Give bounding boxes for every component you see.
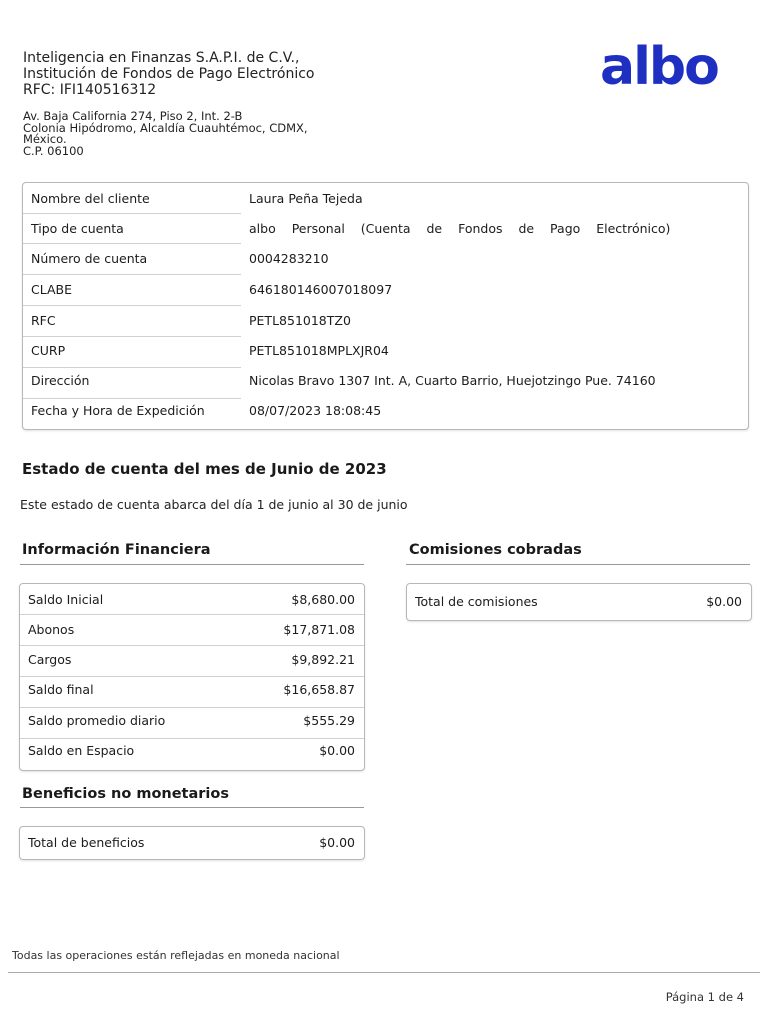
- row-amount: $0.00: [319, 835, 355, 850]
- table-row: [23, 274, 748, 304]
- table-row: [20, 705, 364, 735]
- row-amount: $9,892.21: [291, 652, 355, 667]
- row-label: RFC: [31, 313, 56, 328]
- company-name: Inteligencia en Finanzas S.A.P.I. de C.V.,: [23, 50, 300, 66]
- row-value: 0004283210: [249, 251, 329, 266]
- row-label: CURP: [31, 343, 66, 358]
- section-rule: [406, 564, 750, 565]
- row-label: Nombre del cliente: [31, 191, 150, 206]
- section-rule: [20, 807, 364, 808]
- row-label: Cargos: [28, 652, 72, 667]
- address-line: Av. Baja California 274, Piso 2, Int. 2-B: [23, 109, 243, 123]
- table-row: [20, 674, 364, 704]
- statement-title: Estado de cuenta del mes de Junio de 2023: [22, 460, 387, 478]
- section-rule: [20, 564, 364, 565]
- footer-divider: [8, 972, 760, 973]
- table-row: [23, 243, 748, 273]
- statement-period: Este estado de cuenta abarca del día 1 de junio al 30 de junio: [20, 497, 408, 512]
- table-row: [23, 365, 748, 395]
- row-amount: $0.00: [706, 594, 742, 609]
- address-line: C.P. 06100: [23, 143, 84, 158]
- row-amount: $0.00: [319, 743, 355, 758]
- row-label: Fecha y Hora de Expedición: [31, 403, 205, 418]
- row-label: CLABE: [31, 282, 73, 297]
- row-amount: $16,658.87: [283, 682, 355, 697]
- row-amount: $8,680.00: [291, 592, 355, 607]
- commissions-table: [406, 583, 752, 621]
- row-label: Saldo final: [28, 682, 94, 697]
- row-value: PETL851018TZ0: [249, 313, 351, 328]
- commissions-title: Comisiones cobradas: [409, 542, 582, 558]
- table-row: [23, 183, 748, 213]
- company-rfc: RFC: IFI140516312: [23, 82, 157, 98]
- company-info: [23, 50, 314, 98]
- address-line: Colonia Hipódromo, Alcaldía Cuauhtémoc, CDMX,: [23, 120, 308, 135]
- albo-logo: [600, 34, 740, 100]
- row-value: Laura Peña Tejeda: [249, 191, 363, 206]
- benefits-title: Beneficios no monetarios: [22, 786, 229, 802]
- currency-note: Todas las operaciones están reflejadas en moneda nacional: [12, 949, 340, 962]
- row-value: Nicolas Bravo 1307 Int. A, Cuarto Barrio, Huejotzingo Pue. 74160: [249, 373, 656, 388]
- row-label: Dirección: [31, 373, 90, 388]
- row-amount: $17,871.08: [283, 622, 355, 637]
- table-row: [23, 395, 748, 425]
- row-label: Saldo Inicial: [28, 592, 104, 607]
- row-amount: $555.29: [303, 713, 355, 728]
- table-row: [20, 735, 364, 765]
- table-row: [407, 586, 751, 616]
- row-label: Saldo promedio diario: [28, 713, 166, 728]
- table-row: [20, 827, 364, 857]
- table-row: [23, 305, 748, 335]
- row-value: albo Personal (Cuenta de Fondos de Pago Electrónico): [249, 221, 671, 236]
- row-label: Abonos: [28, 622, 75, 637]
- row-value: PETL851018MPLXJR04: [249, 343, 389, 358]
- table-row: [20, 584, 364, 614]
- table-row: [20, 644, 364, 674]
- company-address: [23, 111, 308, 157]
- financial-title: Información Financiera: [22, 542, 211, 558]
- page-number: Página 1 de 4: [665, 990, 744, 1004]
- logo-text: albo: [600, 37, 718, 97]
- row-label: Número de cuenta: [31, 251, 148, 266]
- financial-table: [19, 583, 365, 771]
- row-label: Total de comisiones: [415, 594, 538, 609]
- client-info-table: [22, 182, 749, 430]
- row-label: Saldo en Espacio: [28, 743, 135, 758]
- row-value: 08/07/2023 18:08:45: [249, 403, 382, 418]
- table-row: [23, 335, 748, 365]
- table-row: [20, 614, 364, 644]
- row-label: Tipo de cuenta: [31, 221, 124, 236]
- benefits-table: [19, 826, 365, 860]
- table-row: [23, 213, 748, 243]
- row-label: Total de beneficios: [28, 835, 145, 850]
- address-line: México.: [23, 132, 67, 146]
- company-type: Institución de Fondos de Pago Electrónico: [23, 66, 315, 82]
- row-value: 646180146007018097: [249, 282, 393, 297]
